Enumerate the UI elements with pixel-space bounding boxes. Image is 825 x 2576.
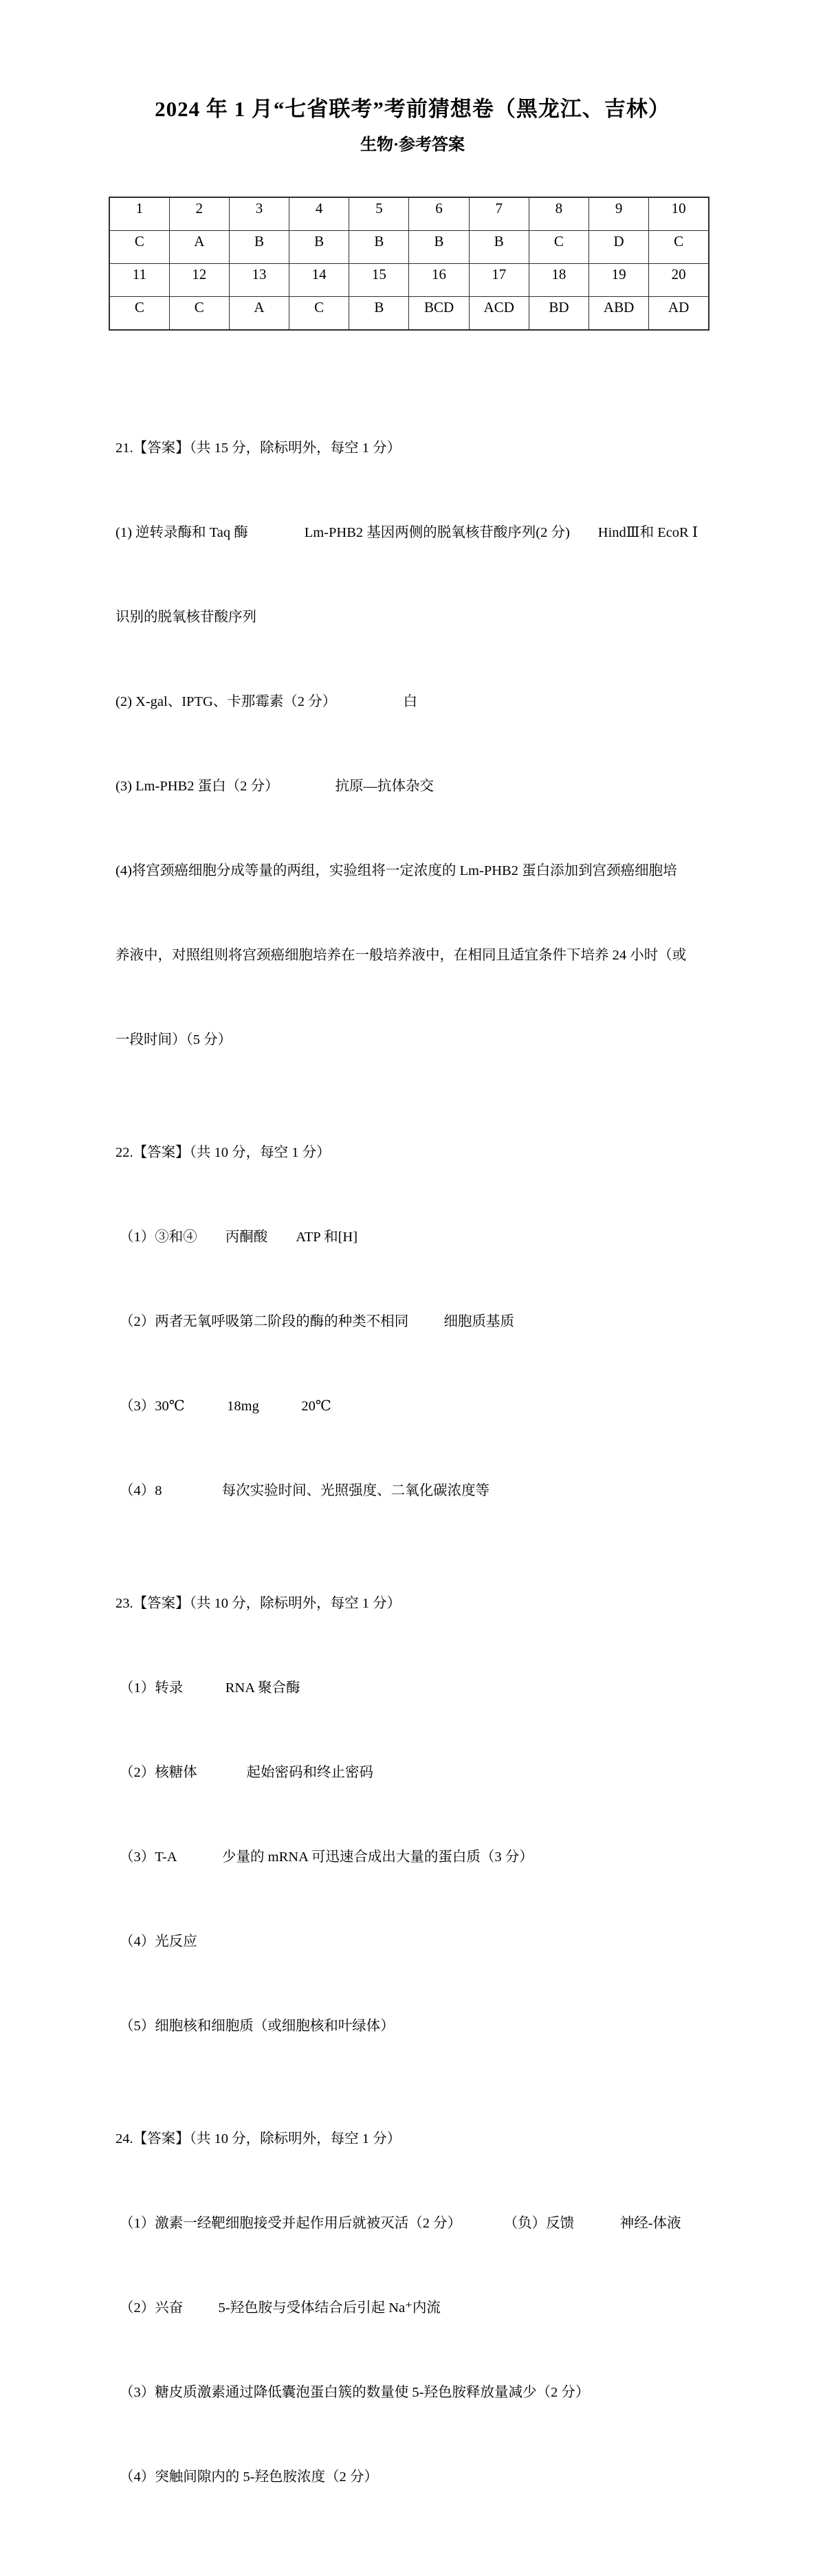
q21-answer-line: 养液中，对照组则将宫颈癌细胞培养在一般培养液中，在相同且适宜条件下培养 24 小时（或: [116, 948, 687, 963]
q21-header: 21.【答案】（共 15 分，除标明外，每空 1 分）: [116, 441, 402, 456]
q23-answer-line: （5）细胞核和细胞质（或细胞核和叶绿体）: [120, 2019, 395, 2034]
q21-answer-line: (1) 逆转录酶和 Taq 酶 Lm-PHB2 基因两侧的脱氧核苷酸序列(2 分) HindⅢ和 EcoR Ⅰ: [116, 525, 698, 540]
page-subtitle: 生物·参考答案: [360, 136, 465, 154]
answer-cell: 12: [169, 264, 229, 297]
answer-cell: 13: [229, 264, 289, 297]
q23-answer-line: （3）T-A 少量的 mRNA 可迅速合成出大量的蛋白质（3 分）: [120, 1850, 534, 1865]
answer-cell: 10: [649, 197, 709, 231]
q23-answer-line: （1）转录 RNA 聚合酶: [120, 1680, 300, 1696]
answer-body: [116, 350, 742, 2576]
answer-cell: C: [649, 231, 709, 264]
table-row-question-numbers-1-10: [109, 197, 709, 231]
answer-cell: D: [589, 231, 649, 264]
table-row-answers-1-10: [109, 231, 709, 264]
answer-cell: 5: [349, 197, 409, 231]
q22-answer-line: （2）两者无氧呼吸第二阶段的酶的种类不相同 细胞质基质: [120, 1314, 514, 1329]
q22-answer-line: （3）30℃ 18mg 20℃: [120, 1399, 331, 1414]
answer-cell: B: [469, 231, 529, 264]
answer-cell: ACD: [469, 297, 529, 331]
answer-cell: 18: [529, 264, 588, 297]
q24-answer-line: （2）兴奋 5-羟色胺与受体结合后引起 Na⁺内流: [120, 2300, 441, 2316]
q21-answer-line: (2) X-gal、IPTG、卡那霉素（2 分） 白: [116, 694, 418, 709]
answer-cell: 1: [109, 197, 169, 231]
answer-table: [109, 197, 710, 331]
table-row-answers-11-20: [109, 297, 709, 331]
q22-header: 22.【答案】（共 10 分，每空 1 分）: [116, 1145, 331, 1160]
answer-cell: C: [109, 297, 169, 331]
answer-cell: C: [169, 297, 229, 331]
answer-cell: 15: [349, 264, 409, 297]
answer-cell: 11: [109, 264, 169, 297]
answer-cell: 16: [409, 264, 469, 297]
answer-cell: C: [529, 231, 588, 264]
q24-header: 24.【答案】（共 10 分，除标明外，每空 1 分）: [116, 2131, 402, 2146]
answer-cell: AD: [649, 297, 709, 331]
answer-cell: B: [349, 297, 409, 331]
answer-cell: B: [349, 231, 409, 264]
q22-answer-line: （1）③和④ 丙酮酸 ATP 和[H]: [120, 1230, 358, 1245]
answer-cell: 4: [289, 197, 349, 231]
answer-cell: BD: [529, 297, 588, 331]
answer-cell: B: [229, 231, 289, 264]
table-row-question-numbers-11-20: [109, 264, 709, 297]
answer-cell: B: [409, 231, 469, 264]
q21-answer-line: 识别的脱氧核苷酸序列: [116, 610, 256, 625]
page-title: 2024 年 1 月“七省联考”考前猜想卷（黑龙江、吉林）: [155, 97, 670, 121]
q24-answer-line: （4）突触间隙内的 5-羟色胺浓度（2 分）: [120, 2469, 378, 2485]
answer-cell: 14: [289, 264, 349, 297]
answer-cell: 7: [469, 197, 529, 231]
q23-header: 23.【答案】（共 10 分，除标明外，每空 1 分）: [116, 1596, 402, 1611]
q21-answer-line: (3) Lm-PHB2 蛋白（2 分） 抗原—抗体杂交: [116, 779, 434, 794]
answer-cell: ABD: [589, 297, 649, 331]
q21-answer-line: (4)将宫颈癌细胞分成等量的两组，实验组将一定浓度的 Lm-PHB2 蛋白添加到宫颈癌细胞培: [116, 863, 677, 878]
q23-answer-line: （4）光反应: [120, 1934, 197, 1949]
answer-cell: 2: [169, 197, 229, 231]
answer-cell: 3: [229, 197, 289, 231]
answer-cell: B: [289, 231, 349, 264]
answer-cell: BCD: [409, 297, 469, 331]
answer-cell: 6: [409, 197, 469, 231]
answer-cell: C: [289, 297, 349, 331]
q24-answer-line: （3）糖皮质激素通过降低囊泡蛋白簇的数量使 5-羟色胺释放量减少（2 分）: [120, 2385, 590, 2400]
answer-cell: C: [109, 231, 169, 264]
q21-answer-line: 一段时间）（5 分）: [116, 1032, 232, 1047]
answer-cell: 17: [469, 264, 529, 297]
answer-cell: 9: [589, 197, 649, 231]
answer-cell: 19: [589, 264, 649, 297]
answer-cell: A: [229, 297, 289, 331]
answer-cell: 8: [529, 197, 588, 231]
q23-answer-line: （2）核糖体 起始密码和终止密码: [120, 1765, 373, 1780]
q22-answer-line: （4）8 每次实验时间、光照强度、二氧化碳浓度等: [120, 1483, 490, 1498]
answer-cell: 20: [649, 264, 709, 297]
q24-answer-line: （1）激素一经靶细胞接受并起作用后就被灭活（2 分） （负）反馈 神经-体液: [120, 2216, 681, 2231]
answer-cell: A: [169, 231, 229, 264]
